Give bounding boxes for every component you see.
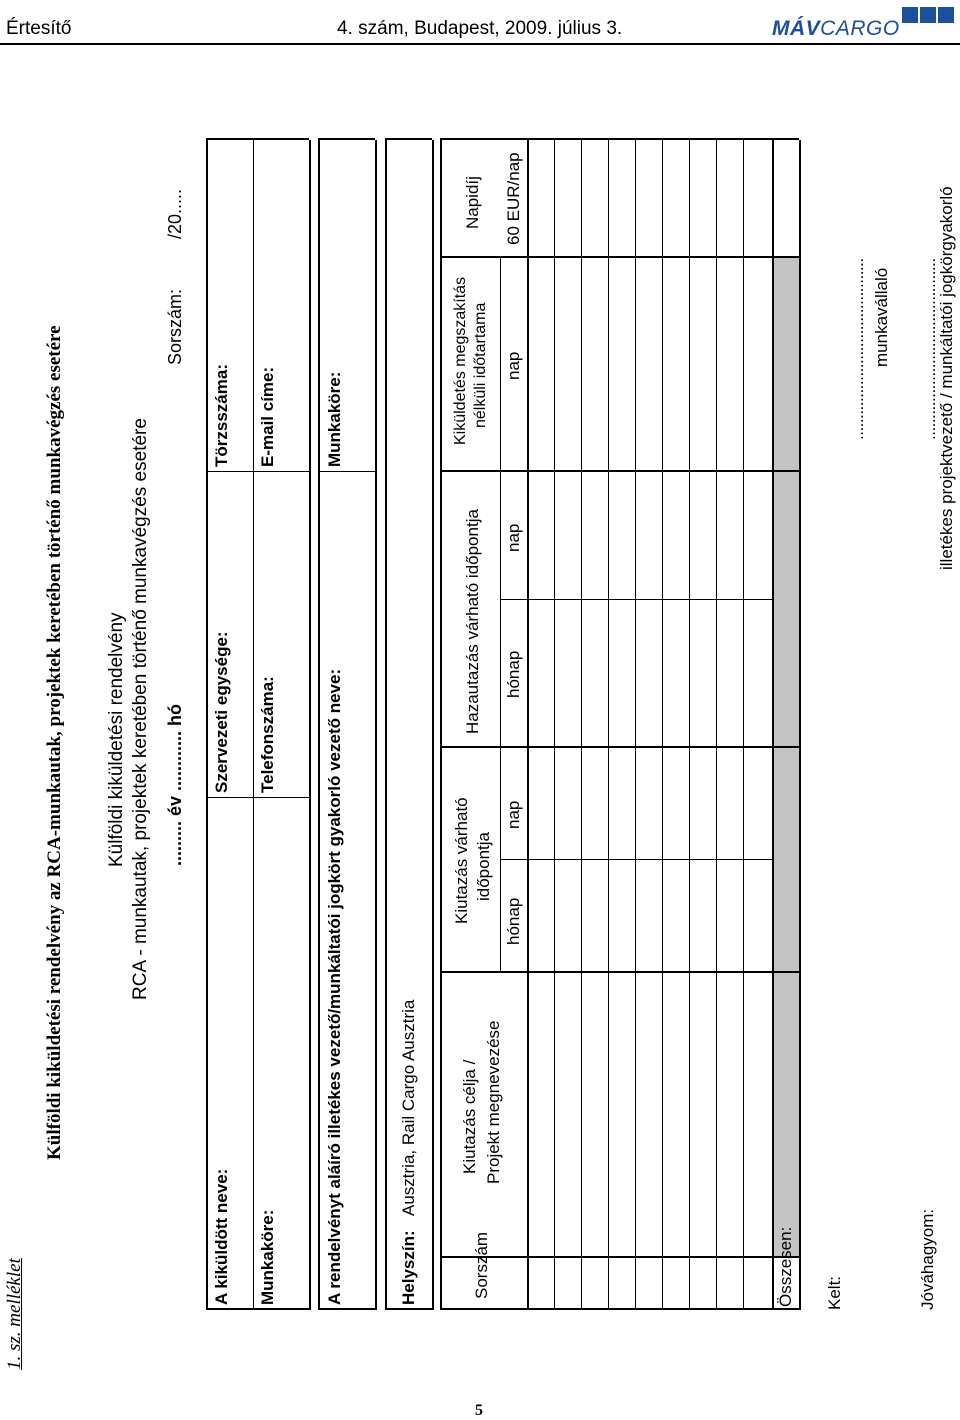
table-row — [554, 140, 555, 1310]
issue-info: 4. szám, Budapest, 2009. július 3. — [337, 18, 623, 39]
form-subtitle: RCA - munkautak, projektek keretében történő munkavégzés esetére — [130, 418, 151, 1000]
logo-square-icon — [920, 7, 936, 23]
signer-label: A rendelvényt aláíró illetékes vezető/munkáltatói jogkört gyakorló vezető neve: — [325, 668, 344, 1305]
sub-col-divider — [500, 859, 773, 860]
date-line: ......... év ............ hó — [165, 703, 185, 866]
table-row — [635, 140, 636, 1310]
break-day-label: nap — [504, 351, 523, 380]
frame-line — [440, 1308, 799, 1310]
row-divider — [253, 140, 254, 1310]
total-shading — [773, 258, 799, 1258]
manager-label: illetékes projektvezető / munkáltatói jogkörgyakorló — [937, 186, 956, 570]
return-month-label: hónap — [504, 650, 523, 698]
table-row — [716, 140, 717, 1310]
date-label: Kelt: — [825, 1275, 844, 1310]
sub-col-divider — [500, 599, 773, 600]
col-break-header-1: Kiküldetés megszakítás — [452, 276, 469, 445]
rotated-form — [0, 80, 960, 1370]
employee-label: munkavállaló — [872, 267, 891, 367]
table-row — [581, 140, 582, 1310]
total-label: Összesen: — [776, 1226, 795, 1307]
frame-line — [432, 140, 434, 1310]
daily-rate-value: 60 EUR/nap — [504, 152, 523, 245]
frame-line — [206, 138, 309, 140]
return-day-label: nap — [504, 523, 523, 552]
col-divider — [440, 971, 799, 973]
col-purpose-header-1: Kiutazás célja / — [460, 1059, 479, 1174]
col-divider — [206, 471, 309, 472]
place-value: Ausztria, Rail Cargo Ausztria — [399, 999, 418, 1216]
signer-job-label: Munkaköre: — [325, 371, 344, 467]
frame-line — [440, 138, 799, 140]
depart-month-label: hónap — [504, 897, 523, 945]
frame-line — [318, 1308, 375, 1310]
frame-line — [309, 140, 311, 1310]
header-rule — [0, 43, 960, 45]
col-divider — [440, 470, 799, 472]
page-header — [0, 0, 960, 48]
page-number: 5 — [475, 1402, 483, 1419]
unit-label: Szervezeti egysége: — [212, 631, 231, 793]
frame-line — [385, 1308, 432, 1310]
col-divider — [206, 797, 309, 798]
col-purpose-header-2: Projekt megnevezése — [484, 1020, 503, 1184]
frame-line — [318, 138, 375, 140]
email-label: E-mail címe: — [258, 366, 277, 467]
approve-label: Jóváhagyom: — [918, 1208, 937, 1310]
document-title: Külföldi kiküldetési rendelvény az RCA-munkautak, projektek keretében történő munkavégzés esetére — [44, 325, 65, 1160]
publication-name: Értesítő — [6, 18, 72, 39]
table-row — [743, 140, 744, 1310]
frame-line — [440, 140, 442, 1310]
mavcargo-logo — [772, 17, 900, 41]
col-divider — [440, 256, 799, 258]
total-row-rule — [772, 140, 774, 1310]
form-title: Külföldi kiküldetési rendelvény — [106, 612, 127, 867]
frame-line — [385, 140, 387, 1310]
col-divider — [440, 1256, 799, 1258]
col-divider — [440, 746, 799, 748]
logo-square-icon — [902, 7, 918, 23]
phone-label: Telefonszáma: — [258, 676, 277, 793]
frame-line — [375, 140, 377, 1310]
frame-line — [385, 138, 432, 140]
signature-dots-employee: ........................................... — [848, 258, 867, 440]
signature-dots-manager: ........................................... — [920, 258, 939, 440]
row-divider — [500, 258, 501, 973]
col-serial-header: Sorszám — [472, 1231, 491, 1299]
annex-label: 1. sz. melléklet — [4, 1258, 25, 1370]
frame-line — [318, 140, 320, 1310]
logo-bold-part: MÁV — [772, 17, 821, 40]
table-row — [662, 140, 663, 1310]
frame-line — [799, 140, 801, 1310]
col-depart-header-1: Kiutazás várható — [452, 797, 471, 924]
frame-line — [206, 1308, 309, 1310]
col-return-header: Hazautazás várható időpontja — [463, 509, 482, 734]
table-row — [689, 140, 690, 1310]
regno-label: Törzsszáma: — [212, 364, 231, 467]
logo-square-icon — [938, 7, 954, 23]
header-rule — [527, 140, 529, 1310]
col-depart-header-2: időpontja — [474, 831, 493, 901]
col-daily-header: Napidíj — [463, 176, 482, 229]
name-label: A kiküldött neve: — [212, 1168, 231, 1305]
depart-day-label: nap — [504, 800, 523, 829]
logo-rest-part: CARGO — [820, 17, 900, 40]
col-break-header-2: nélküli időtartama — [472, 302, 489, 428]
frame-line — [206, 140, 208, 1310]
col-divider — [318, 471, 375, 472]
job-label: Munkaköre: — [258, 1209, 277, 1305]
place-label: Helyszín: — [399, 1230, 418, 1305]
serial-line: Sorszám: /20..... — [165, 188, 185, 365]
table-row — [608, 140, 609, 1310]
